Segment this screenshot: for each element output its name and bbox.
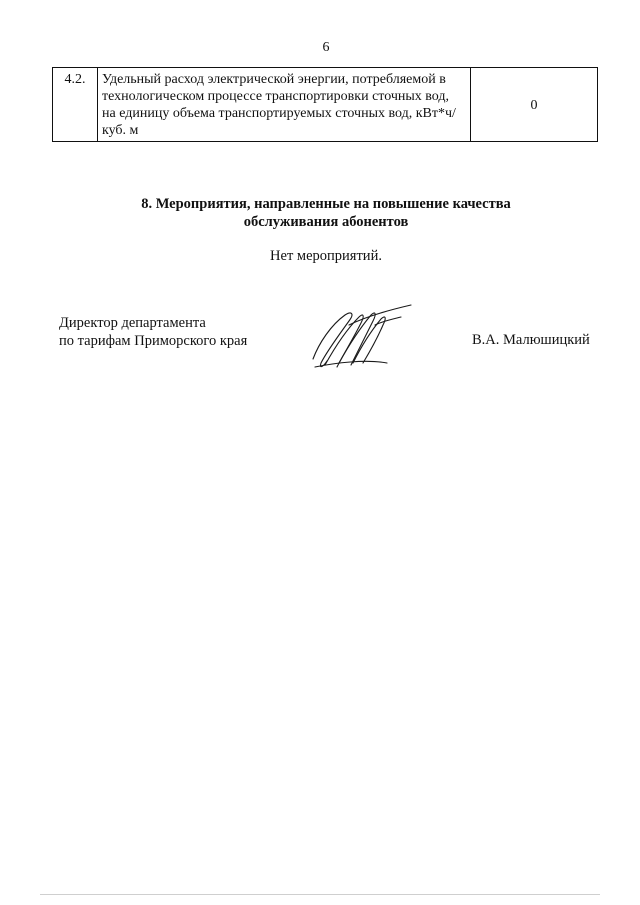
section-body: Нет мероприятий. bbox=[270, 248, 382, 264]
signatory-title-line2: по тарифам Приморского края bbox=[59, 333, 248, 349]
signatory-title bbox=[59, 314, 247, 350]
section-heading-line1: 8. Мероприятия, направленные на повышение качества bbox=[141, 196, 511, 212]
section-heading bbox=[0, 195, 640, 231]
row-value: 0 bbox=[471, 68, 598, 142]
section-heading-line2: обслуживания абонентов bbox=[243, 214, 409, 230]
handwritten-signature bbox=[305, 303, 415, 375]
row-description: Удельный расход электрической энергии, потребляемой в технологическом процессе транспортировки сточных вод, на единицу объема транспортируемых сточных вод, кВт*ч/куб. м bbox=[98, 68, 471, 142]
signatory-name: В.А. Малюшицкий bbox=[472, 332, 590, 348]
row-number: 4.2. bbox=[53, 68, 98, 142]
signatory-title-line1: Директор департамента bbox=[59, 315, 206, 331]
indicators-table bbox=[52, 67, 598, 142]
page-number: 6 bbox=[322, 40, 330, 55]
table-row bbox=[53, 68, 598, 142]
page-bottom-edge bbox=[40, 894, 600, 895]
